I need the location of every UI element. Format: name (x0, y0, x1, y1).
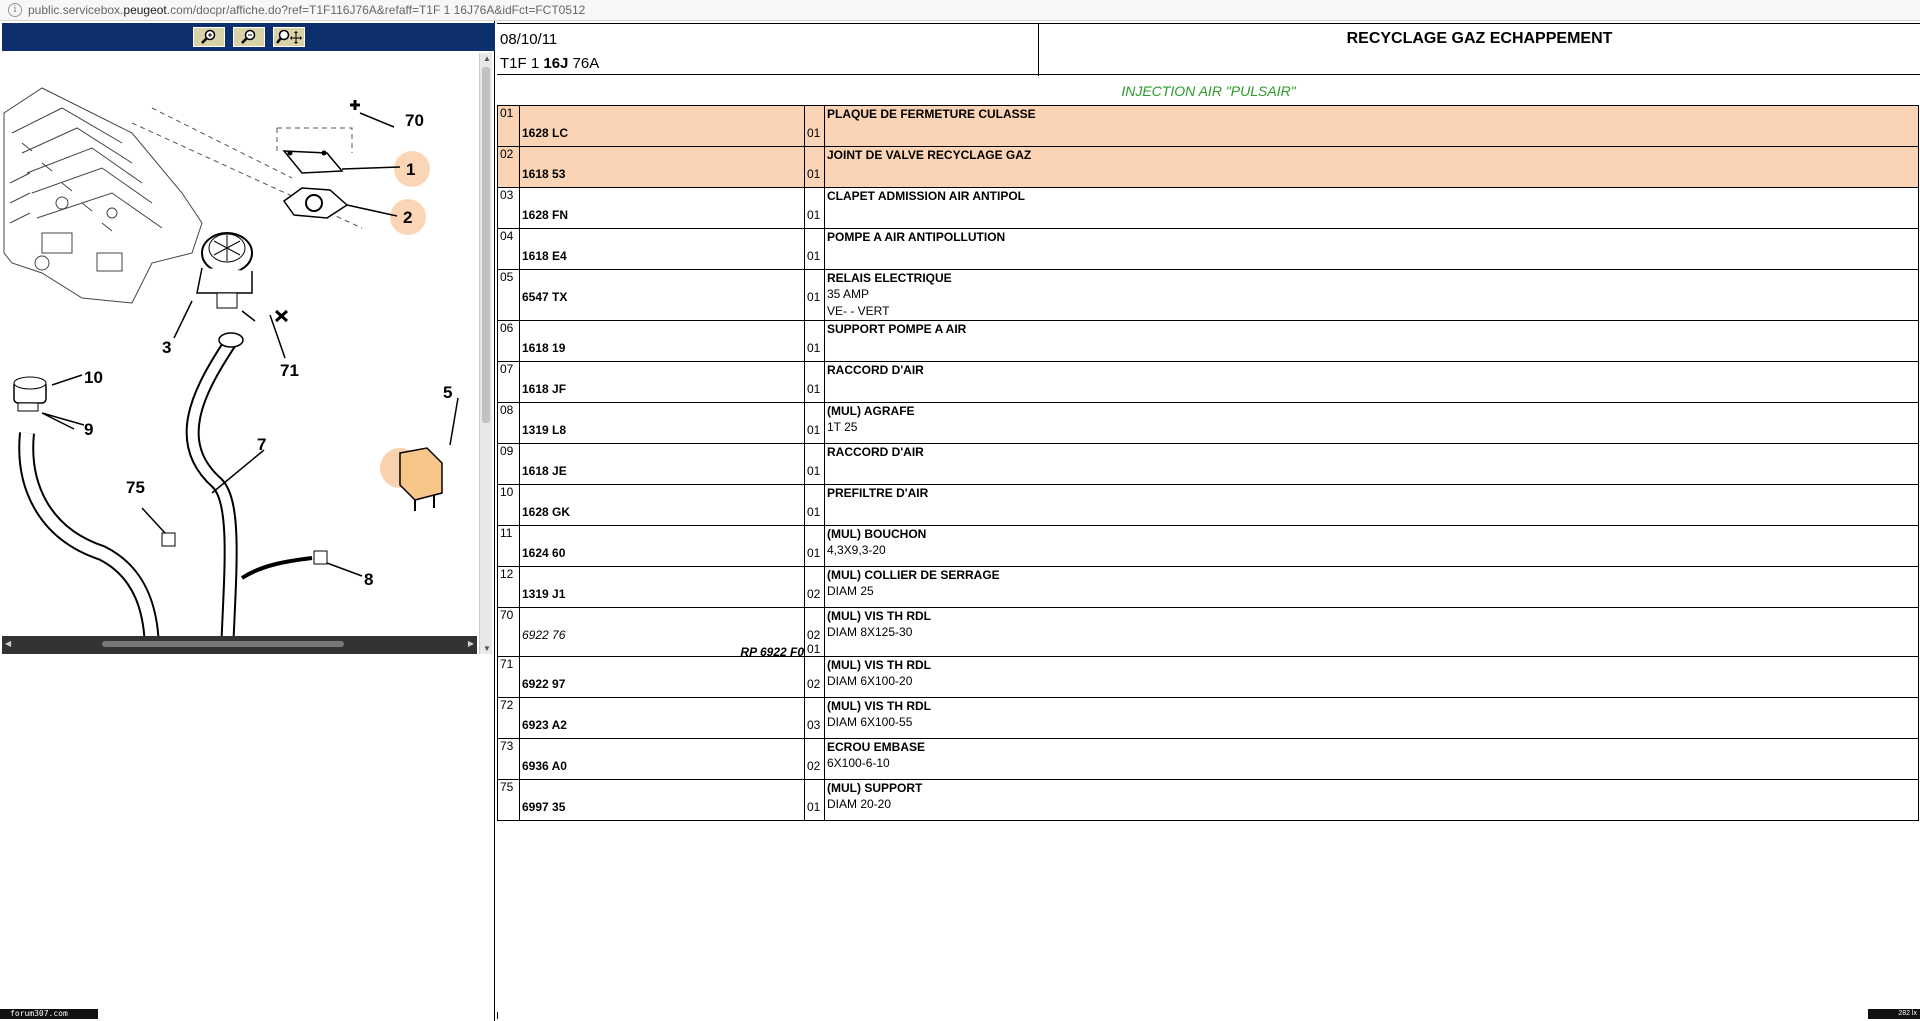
part-detail: DIAM 8X125-30 (827, 625, 913, 639)
row-number: 71 (498, 657, 520, 698)
table-row[interactable] (498, 698, 1919, 739)
part-detail-empty (827, 501, 1918, 518)
part-reference[interactable]: 1319 J1 (520, 567, 805, 608)
header-date: 08/10/11 (500, 31, 558, 48)
label-7: 7 (257, 435, 267, 454)
part-detail: 1T 25 (827, 420, 858, 434)
table-row[interactable] (498, 229, 1919, 270)
label-75: 75 (126, 478, 145, 497)
document-header (497, 23, 1920, 75)
part-5-relay (380, 448, 442, 511)
part-detail-empty (827, 378, 1918, 395)
row-number: 02 (498, 147, 520, 188)
part-detail-empty (827, 122, 1918, 139)
status-right: 282 lx (1868, 1009, 1920, 1019)
table-row[interactable] (498, 270, 1919, 321)
label-9: 9 (84, 420, 94, 439)
part-detail: DIAM 6X100-20 (827, 674, 913, 688)
viewer-toolbar (2, 23, 495, 51)
part-reference[interactable]: 1628 LC (520, 106, 805, 147)
table-row[interactable] (498, 780, 1919, 821)
zoom-out-icon (238, 29, 260, 45)
part-reference[interactable]: 1624 60 (520, 526, 805, 567)
part-quantity: 01 (805, 229, 825, 270)
replacement-reference[interactable]: RP 6922 F0 (740, 645, 804, 659)
table-row[interactable] (498, 567, 1919, 608)
label-10: 10 (84, 368, 103, 387)
vertical-scroll-thumb[interactable] (482, 67, 490, 423)
part-description: (MUL) VIS TH RDL DIAM 8X125-30 (825, 608, 1919, 657)
part-quantity: 02 (805, 657, 825, 698)
table-row[interactable] (498, 106, 1919, 147)
part-reference[interactable]: 1628 FN (520, 188, 805, 229)
part-description: JOINT DE VALVE RECYCLAGE GAZ (825, 147, 1919, 188)
part-quantity: 02 (805, 739, 825, 780)
row-number: 75 (498, 780, 520, 821)
parts-list-panel (497, 21, 1920, 1015)
part-detail: DIAM 20-20 (827, 797, 892, 811)
scroll-right-icon[interactable]: ▶ (467, 639, 474, 648)
part-reference[interactable]: 1319 L8 (520, 403, 805, 444)
part-3-valve (197, 233, 252, 308)
table-row[interactable] (498, 147, 1919, 188)
part-description: CLAPET ADMISSION AIR ANTIPOL (825, 188, 1919, 229)
row-number: 70 (498, 608, 520, 657)
part-description: (MUL) VIS TH RDL DIAM 6X100-20 (825, 657, 1919, 698)
row-number: 09 (498, 444, 520, 485)
part-quantity: 01 (805, 106, 825, 147)
address-bar[interactable] (0, 0, 1920, 21)
label-71: 71 (280, 361, 299, 380)
part-2-gasket (284, 188, 347, 218)
part-quantity: 01 (805, 444, 825, 485)
part-quantity: 02 01 (805, 608, 825, 657)
part-reference[interactable]: 6922 76 RP 6922 F0 (520, 608, 805, 657)
plus-icon (350, 100, 360, 110)
part-detail: 35 AMP (827, 287, 870, 301)
part-detail-empty (827, 163, 1918, 180)
cross-icon (276, 311, 287, 321)
diagram-panel (0, 21, 495, 1021)
part-detail: 6X100-6-10 (827, 756, 890, 770)
part-description: (MUL) COLLIER DE SERRAGE DIAM 25 (825, 567, 1919, 608)
part-description: ECROU EMBASE 6X100-6-10 (825, 739, 1919, 780)
part-description: (MUL) BOUCHON 4,3X9,3-20 (825, 526, 1919, 567)
part-reference[interactable]: 1628 GK (520, 485, 805, 526)
row-number: 08 (498, 403, 520, 444)
part-quantity: 01 (805, 270, 825, 321)
row-number: 73 (498, 739, 520, 780)
zoom-in-icon (198, 29, 220, 45)
part-detail-empty (827, 245, 1918, 262)
table-row[interactable] (498, 444, 1919, 485)
part-quantity: 01 (805, 485, 825, 526)
part-reference[interactable]: 6547 TX (520, 270, 805, 321)
row-number: 05 (498, 270, 520, 321)
part-description: RELAIS ELECTRIQUE 35 AMP VE- - VERT (825, 270, 1919, 321)
part-description: (MUL) SUPPORT DIAM 20-20 (825, 780, 1919, 821)
info-icon[interactable]: i (8, 3, 22, 17)
part-reference[interactable]: 1618 19 (520, 321, 805, 362)
part-description: POMPE A AIR ANTIPOLLUTION (825, 229, 1919, 270)
zoom-pan-icon (275, 29, 303, 45)
part-quantity: 01 (805, 526, 825, 567)
part-quantity: 01 (805, 188, 825, 229)
part-description: PREFILTRE D'AIR (825, 485, 1919, 526)
row-number: 11 (498, 526, 520, 567)
parts-table (497, 105, 1919, 821)
row-number: 03 (498, 188, 520, 229)
row-number: 07 (498, 362, 520, 403)
exploded-view-diagram[interactable] (2, 53, 478, 653)
diagram-horizontal-scrollbar[interactable] (2, 636, 477, 654)
part-reference[interactable]: 1618 JF (520, 362, 805, 403)
part-detail: VE- - VERT (827, 304, 890, 318)
part-detail: DIAM 25 (827, 584, 874, 598)
page-title: RECYCLAGE GAZ ECHAPPEMENT (1346, 30, 1613, 47)
label-8: 8 (364, 570, 374, 589)
scroll-down-icon[interactable]: ▼ (483, 644, 491, 653)
part-reference[interactable]: 1618 E4 (520, 229, 805, 270)
table-row[interactable] (498, 362, 1919, 403)
engine-block-drawing (4, 88, 202, 303)
table-row[interactable] (498, 321, 1919, 362)
part-description: (MUL) AGRAFE 1T 25 (825, 403, 1919, 444)
part-reference[interactable]: 1618 53 (520, 147, 805, 188)
part-reference[interactable]: 1618 JE (520, 444, 805, 485)
part-detail-empty (827, 460, 1918, 477)
table-row[interactable] (498, 403, 1919, 444)
part-detail-empty (827, 337, 1918, 354)
part-description: SUPPORT POMPE A AIR (825, 321, 1919, 362)
parts-drawing (2, 53, 478, 653)
diagram-vertical-scrollbar[interactable] (479, 53, 492, 654)
zoom-in-button[interactable] (193, 27, 225, 47)
horizontal-scroll-thumb[interactable] (102, 641, 344, 647)
label-2: 2 (403, 208, 413, 227)
part-description: PLAQUE DE FERMETURE CULASSE (825, 106, 1919, 147)
part-detail-empty (827, 204, 1918, 221)
zoom-out-button[interactable] (233, 27, 265, 47)
table-row[interactable] (498, 526, 1919, 567)
table-row[interactable] (498, 485, 1919, 526)
label-70: 70 (405, 111, 424, 130)
row-number: 01 (498, 106, 520, 147)
part-description: RACCORD D'AIR (825, 362, 1919, 403)
label-3: 3 (162, 338, 172, 357)
table-row[interactable] (498, 657, 1919, 698)
part-detail: 4,3X9,3-20 (827, 543, 886, 557)
table-row[interactable] (498, 608, 1919, 657)
divider (497, 1012, 498, 1019)
part-detail: DIAM 6X100-55 (827, 715, 913, 729)
row-number: 72 (498, 698, 520, 739)
part-reference[interactable]: 6936 A0 (520, 739, 805, 780)
label-5: 5 (443, 383, 453, 402)
part-description: (MUL) VIS TH RDL DIAM 6X100-55 (825, 698, 1919, 739)
part-quantity: 01 (805, 321, 825, 362)
part-quantity: 02 (805, 567, 825, 608)
row-number: 06 (498, 321, 520, 362)
scroll-left-icon[interactable]: ◀ (5, 639, 12, 648)
part-reference[interactable]: 6923 A2 (520, 698, 805, 739)
part-reference[interactable]: 6922 97 (520, 657, 805, 698)
label-1: 1 (406, 160, 416, 179)
part-10-cap (14, 377, 46, 411)
scroll-up-icon[interactable]: ▲ (483, 54, 491, 63)
row-number: 04 (498, 229, 520, 270)
part-description: RACCORD D'AIR (825, 444, 1919, 485)
part-quantity: 01 (805, 780, 825, 821)
part-quantity: 01 (805, 403, 825, 444)
url-text[interactable]: public.servicebox.peugeot.com/docpr/affiche.do?ref=T1F116J76A&refaff=T1F 1 16J76A&idFct=FCT0512 (28, 3, 586, 17)
section-title: INJECTION AIR "PULSAIR" (1121, 83, 1296, 99)
row-number: 10 (498, 485, 520, 526)
part-reference[interactable]: 6997 35 (520, 780, 805, 821)
zoom-fit-button[interactable] (273, 27, 305, 47)
table-row[interactable] (498, 188, 1919, 229)
part-quantity: 01 (805, 147, 825, 188)
part-quantity: 03 (805, 698, 825, 739)
header-reference: T1F 1 16J 76A (500, 55, 600, 72)
part-quantity: 01 (805, 362, 825, 403)
part-1-plate (284, 151, 342, 173)
watermark-left: forum307.com (0, 1009, 98, 1019)
row-number: 12 (498, 567, 520, 608)
table-row[interactable] (498, 739, 1919, 780)
